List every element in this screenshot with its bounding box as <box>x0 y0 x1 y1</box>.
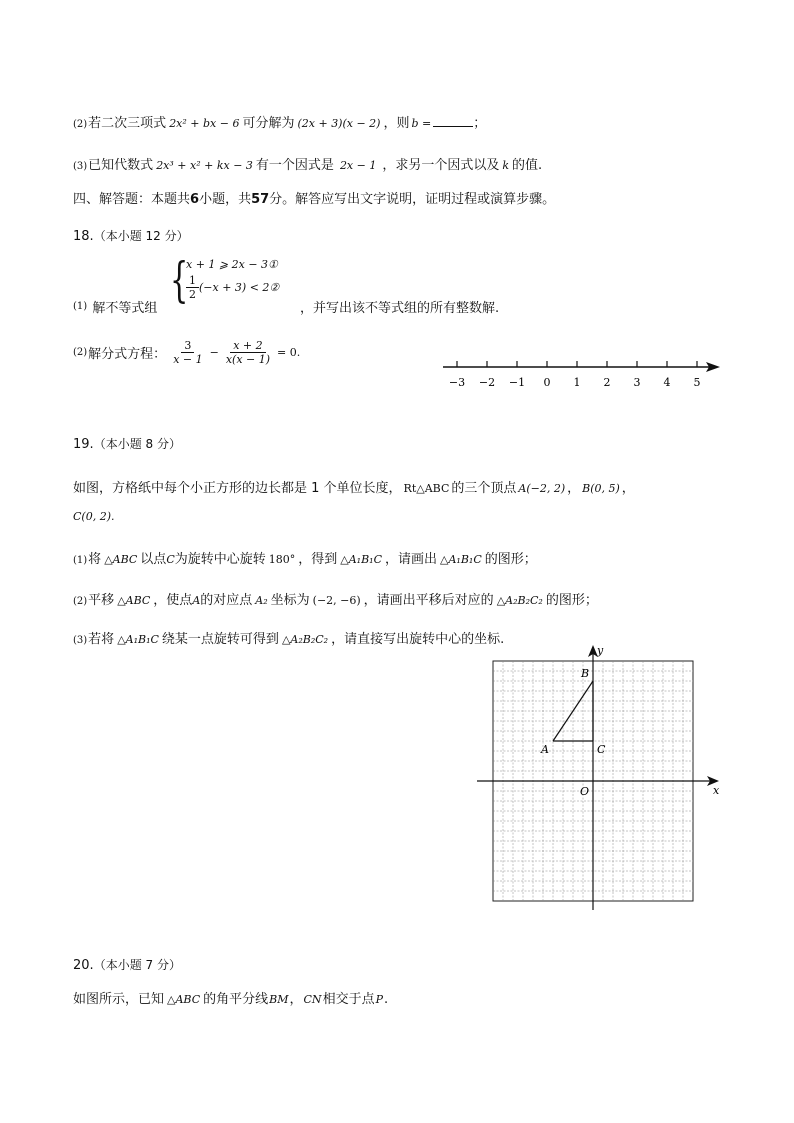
numerator: 3 <box>181 339 194 353</box>
part-number: (2) <box>73 119 88 130</box>
number-line <box>435 355 735 395</box>
text: 分。解答应写出文字说明，证明过程或演算步骤。 <box>269 192 556 207</box>
score-label: （本小题 12 分） <box>93 229 189 243</box>
inequality-1: x + 1 ⩾ 2x − 3① <box>186 258 278 271</box>
text: ， <box>567 481 581 496</box>
minus-sign: − <box>209 346 219 359</box>
vertex-c-label: C <box>597 743 606 756</box>
math-expression: △A₂B₂C₂ <box>281 633 329 646</box>
math-expression: (−x + 3) < 2② <box>199 281 280 294</box>
math-expression: △A₁B₁C <box>117 633 159 646</box>
text: 的三个顶点 <box>451 481 517 496</box>
text: ， <box>289 992 303 1007</box>
number-line-tick-label: 5 <box>693 376 701 389</box>
number-line-tick-label: −1 <box>508 376 526 389</box>
question-number: 20. <box>73 958 94 973</box>
text: 解不等式组 <box>92 301 158 316</box>
number-line-tick-label: 3 <box>633 376 641 389</box>
score-label: （本小题 7 分） <box>93 958 181 972</box>
q18-part2 <box>73 339 300 366</box>
number-line-tick-label: 4 <box>663 376 671 389</box>
math-expression: △A₂B₂C₂ <box>496 594 543 607</box>
vertex-a-label: A <box>541 743 549 756</box>
part-number: (1) <box>73 301 88 312</box>
text: 如图所示，已知 <box>73 992 165 1007</box>
math-expression: (−2, −6) <box>312 594 361 607</box>
math-expression: (2x + 3)(x − 2) <box>297 117 381 130</box>
denominator: 2 <box>189 288 196 301</box>
part-number: (1) <box>73 555 88 566</box>
math-expression: △ABC <box>167 993 201 1006</box>
text: 四、解答题：本题共 <box>73 192 191 207</box>
text: 解分式方程： <box>88 347 167 362</box>
text: ，请直接写出旋转中心的坐标. <box>331 632 505 647</box>
text: 的值. <box>512 158 543 173</box>
q19-part3 <box>73 628 504 647</box>
part-number: (2) <box>73 347 88 358</box>
system-brace: { <box>170 252 189 308</box>
math-expression: △A₁B₁C <box>440 553 482 566</box>
math-expression: = 0. <box>277 346 301 359</box>
section-heading <box>73 188 555 207</box>
text: ，则 <box>383 116 410 131</box>
part-number: (3) <box>73 635 88 646</box>
number-line-tick-label: −2 <box>478 376 496 389</box>
score-label: （本小题 8 分） <box>93 437 181 451</box>
part-number: (2) <box>73 596 88 607</box>
text: 的对应点 <box>200 593 253 608</box>
y-label: y <box>597 644 604 657</box>
q20-header <box>73 956 181 973</box>
q18-header <box>73 227 189 244</box>
q17-part2 <box>73 112 486 131</box>
math-expression: △A₁B₁C <box>340 553 382 566</box>
text: 可分解为 <box>242 116 295 131</box>
part-number: (3) <box>73 161 88 172</box>
vertex-b-label: B <box>581 667 590 680</box>
number: 57 <box>251 192 270 207</box>
math-variable: A <box>192 594 201 607</box>
math-expression: △ABC <box>104 553 138 566</box>
text: ，使点 <box>153 593 193 608</box>
point-b: B(0, 5) <box>582 482 620 495</box>
q18-part1-suffix: ，并写出该不等式组的所有整数解. <box>300 301 500 316</box>
text: ， <box>621 481 635 496</box>
math-variable: k <box>502 159 510 172</box>
number-line-tick-label: 1 <box>573 376 581 389</box>
number: 6 <box>190 192 200 207</box>
math-expression: 2x² + bx − 6 <box>169 117 240 130</box>
math-expression: △ABC <box>117 594 151 607</box>
text: ，请画出平移后对应的 <box>363 593 494 608</box>
q19-header <box>73 435 181 452</box>
text: 若将 <box>88 632 115 647</box>
math-variable: CN <box>303 993 322 1006</box>
number-line-tick-label: 0 <box>543 376 551 389</box>
text: . <box>383 992 389 1007</box>
q19-part2 <box>73 589 598 608</box>
math-expression: b = <box>411 117 432 130</box>
fraction-2 <box>223 339 273 366</box>
text: 为旋转中心旋转 <box>174 552 266 567</box>
text: ，得到 <box>298 552 338 567</box>
number-line-tick-label: 2 <box>603 376 611 389</box>
q17-part3 <box>73 154 542 173</box>
x-label: x <box>713 784 720 797</box>
origin-label: O <box>580 785 590 798</box>
question-number: 19. <box>73 437 94 452</box>
math-variable: A₂ <box>255 594 268 607</box>
question-number: 18. <box>73 229 94 244</box>
math-variable: P <box>375 993 383 1006</box>
point-c: C(0, 2). <box>73 510 115 523</box>
text: ，请画出 <box>385 552 438 567</box>
answer-blank[interactable] <box>433 115 473 127</box>
text: 已知代数式 <box>88 158 154 173</box>
math-expression: 2x − 1 <box>339 159 377 172</box>
number-line-tick-label: −3 <box>448 376 466 389</box>
text: 的角平分线 <box>203 992 269 1007</box>
q18-part1-prefix <box>73 297 157 316</box>
coordinate-grid <box>472 642 732 917</box>
text: 将 <box>88 552 102 567</box>
text: 平移 <box>88 593 115 608</box>
numerator: x + 2 <box>230 339 265 353</box>
q19-intro <box>73 477 635 496</box>
text: 的图形； <box>545 593 598 608</box>
text: 的图形； <box>484 552 537 567</box>
fraction <box>186 274 199 301</box>
text: 坐标为 <box>270 593 310 608</box>
fraction-1 <box>170 339 205 366</box>
text: 绕某一点旋转可得到 <box>161 632 279 647</box>
number-line-ticks <box>449 361 701 389</box>
math-expression: 2x³ + x² + kx − 3 <box>156 159 253 172</box>
math-expression: Rt△ABC <box>403 482 450 495</box>
math-expression: 180° <box>268 553 296 566</box>
point-a: A(−2, 2) <box>518 482 566 495</box>
text: 如图，方格纸中每个小正方形的边长都是 1 个单位长度， <box>73 481 402 496</box>
text: ； <box>473 116 487 131</box>
text: 小题，共 <box>199 192 252 207</box>
text: 有一个因式是 <box>255 158 334 173</box>
math-variable: C <box>166 553 175 566</box>
text: 若二次三项式 <box>88 116 167 131</box>
text: 以点 <box>140 552 167 567</box>
math-variable: BM <box>269 993 289 1006</box>
q19-part1 <box>73 548 537 567</box>
text: 相交于点 <box>322 992 375 1007</box>
denominator: x − 1 <box>173 353 203 366</box>
text: ，求另一个因式以及 <box>382 158 500 173</box>
q20-text <box>73 988 388 1007</box>
inequality-2 <box>186 274 279 301</box>
numerator: 1 <box>186 274 199 288</box>
denominator: x(x − 1) <box>225 353 271 366</box>
